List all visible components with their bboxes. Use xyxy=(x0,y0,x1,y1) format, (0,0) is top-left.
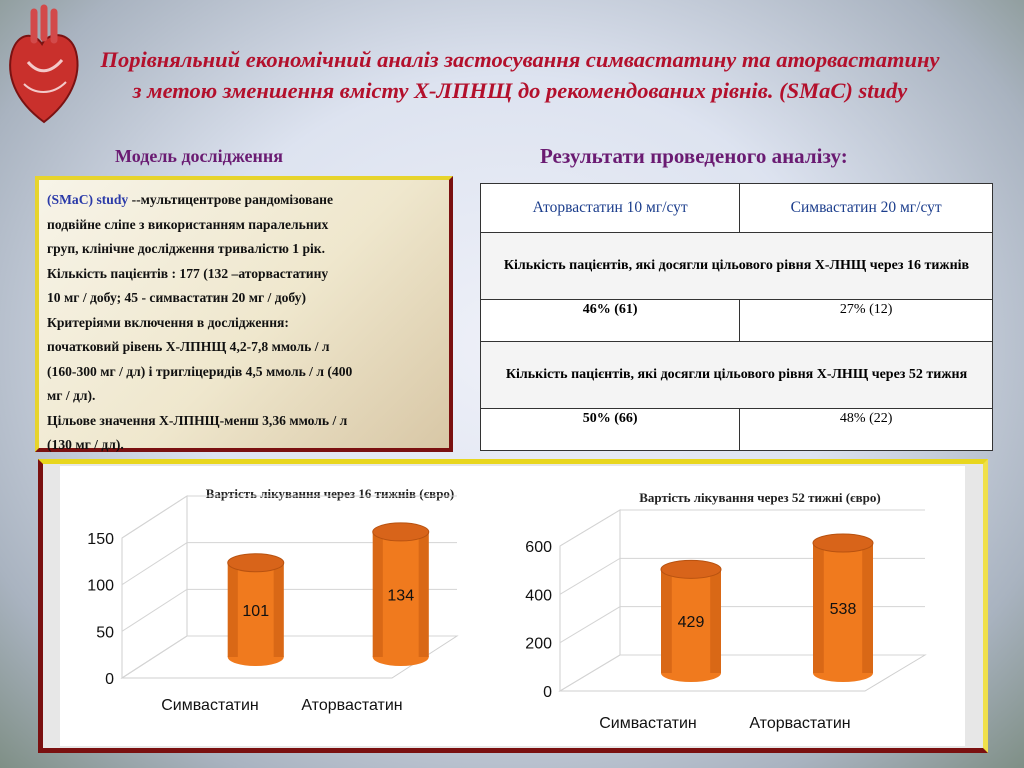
study-label: (SMaC) study xyxy=(47,192,129,207)
chart-title: Вартість лікування через 52 тижні (євро) xyxy=(639,490,881,505)
model-heading: Модель дослідження xyxy=(115,146,284,166)
table-cell-simvastatin-52: 48% (22) xyxy=(740,409,993,451)
heart-illustration-icon xyxy=(4,4,84,128)
y-tick-label: 100 xyxy=(87,577,114,595)
chart-side-wall xyxy=(560,510,620,691)
y-tick-label: 0 xyxy=(543,684,552,701)
y-tick-label: 0 xyxy=(105,671,114,688)
table-row-desc-52-weeks: Кількість пацієнтів, які досягли цільового рівня Х-ЛНЩ через 52 тижня xyxy=(481,342,993,409)
model-line: Кількість пацієнтів : 177 (132 –аторвастатину xyxy=(47,265,329,281)
data-label: 429 xyxy=(677,614,705,632)
data-label: 538 xyxy=(829,600,857,618)
category-label: Аторвастатин xyxy=(749,715,851,732)
table-cell-atorvastatin-16: 46% (61) xyxy=(481,300,740,342)
model-line: початковий рівень Х-ЛПНЩ 4,2-7,8 ммоль / л xyxy=(47,339,330,354)
y-tick-label: 50 xyxy=(96,624,114,642)
model-line: (130 мг / дл). xyxy=(47,437,124,452)
table-cell-atorvastatin-52: 50% (66) xyxy=(481,409,740,451)
model-line: (160-300 мг / дл) і тригліцеридів 4,5 ммоль / л (400 xyxy=(47,363,353,379)
cost-52-weeks-chart xyxy=(490,466,965,746)
cost-16-weeks-chart xyxy=(60,466,490,746)
model-line: --мультицентрове рандомізоване xyxy=(128,192,333,207)
category-label: Симвастатин xyxy=(599,715,697,732)
table-cell-simvastatin-16: 27% (12) xyxy=(740,300,993,342)
results-table xyxy=(480,183,993,451)
table-header-atorvastatin: Аторвастатин 10 мг/сут xyxy=(481,184,740,233)
chart-side-wall xyxy=(122,496,187,678)
data-label: 101 xyxy=(242,602,270,620)
model-line: Критеріями включення в дослідження: xyxy=(47,314,289,330)
model-line: груп, клінічне дослідження тривалістю 1 рік. xyxy=(47,241,326,256)
model-line: мг / дл). xyxy=(47,388,96,403)
y-tick-label: 600 xyxy=(525,539,552,556)
y-tick-label: 400 xyxy=(525,587,552,605)
chart-title: Вартість лікування через 16 тижнів (євро) xyxy=(205,486,455,501)
slide-title: Порівняльний економічний аналіз застосування симвастатину та аторвастатину з метою зменшення вмісту Х-ЛПНЩ до рекомендованих рівнів. (SMaC) study xyxy=(100,47,940,103)
model-line: 10 мг / добу; 45 - симвастатин 20 мг / добу) xyxy=(47,290,307,305)
table-header-simvastatin: Симвастатин 20 мг/сут xyxy=(740,184,993,233)
study-model-box xyxy=(35,176,453,452)
data-label: 134 xyxy=(387,587,415,605)
y-tick-label: 200 xyxy=(525,635,552,653)
category-label: Симвастатин xyxy=(161,697,259,714)
table-row-desc-16-weeks: Кількість пацієнтів, які досягли цільового рівня Х-ЛНЩ через 16 тижнів xyxy=(481,233,993,300)
category-label: Аторвастатин xyxy=(301,697,403,714)
model-line: Цільове значення Х-ЛПНЩ-менш 3,36 ммоль / л xyxy=(47,412,348,428)
y-tick-label: 150 xyxy=(87,531,114,548)
results-heading: Результати проведеного аналізу: xyxy=(540,144,848,168)
model-line: подвійне сліпе з використанням паралельних xyxy=(47,216,329,232)
